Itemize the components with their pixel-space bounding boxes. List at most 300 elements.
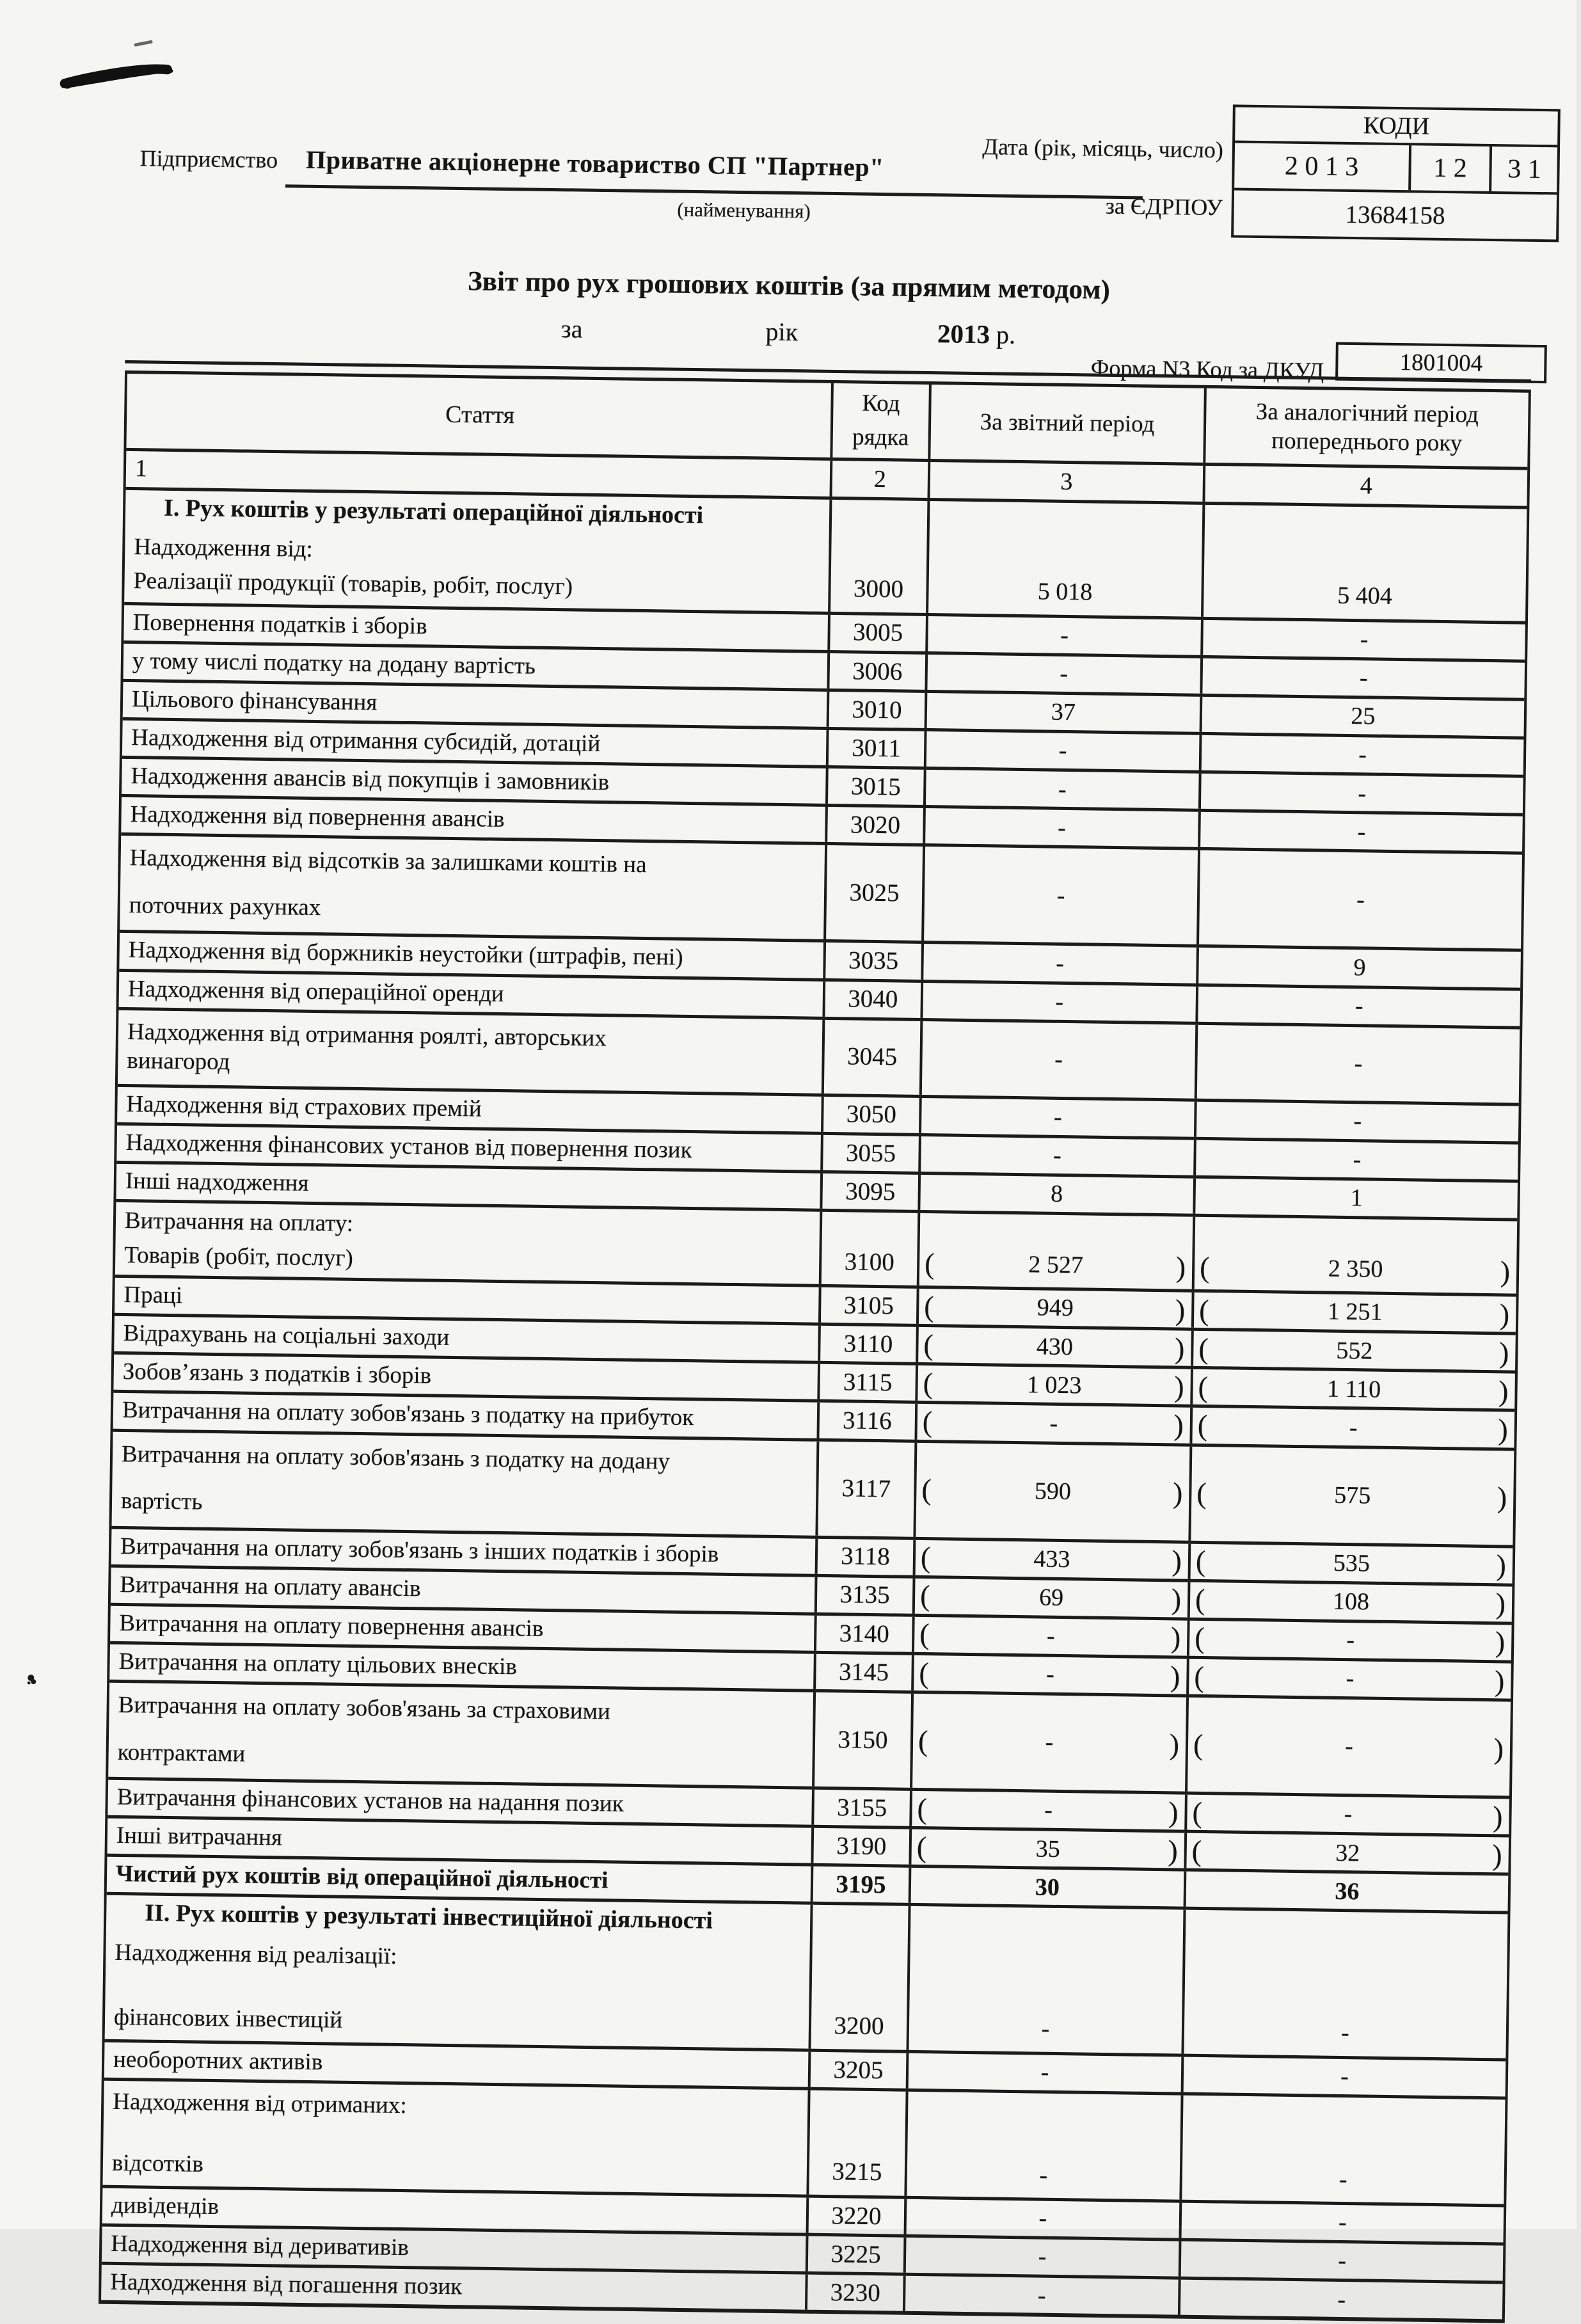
previous-period-cell	[1188, 1446, 1514, 1545]
current-period-cell	[920, 983, 1196, 1022]
code-cell	[808, 2052, 907, 2089]
row-label: Інші витрачання	[116, 1822, 283, 1851]
paren-close: )	[1171, 1582, 1182, 1616]
row-code: 3150	[838, 1726, 888, 1755]
row-label: Надходження від деривативів	[110, 2230, 409, 2261]
previous-period-value: -	[1346, 1627, 1355, 1654]
previous-period-value: 5 404	[1337, 582, 1393, 610]
previous-period-cell	[1178, 2280, 1503, 2320]
section-title: ІІ. Рух коштів у результаті інвестиційної діяльності	[144, 1900, 713, 1935]
company-label: Підприємство	[139, 145, 278, 173]
row-code: 3155	[836, 1794, 887, 1822]
current-period-cell	[926, 537, 1202, 617]
row-label: у тому числі податку на додану вартість	[132, 647, 536, 680]
row-label: Надходження від отримання роялті, авторських	[127, 1019, 607, 1052]
current-period-cell	[903, 2238, 1179, 2277]
current-period-cell	[917, 1213, 1193, 1289]
current-period-cell	[916, 1289, 1192, 1328]
row-code: 3000	[853, 575, 904, 603]
current-period-value: -	[1056, 950, 1065, 977]
code-cell	[811, 1828, 909, 1865]
paren-close: )	[1500, 1255, 1511, 1288]
paren-close: )	[1170, 1659, 1180, 1693]
current-period-cell	[921, 847, 1198, 944]
current-period-cell	[913, 1442, 1189, 1540]
paren-open: (	[920, 1541, 931, 1574]
previous-period-value: 2 350	[1328, 1255, 1383, 1283]
previous-period-value: 108	[1332, 1588, 1370, 1616]
row-label: Витрачання фінансових установ на надання позик	[116, 1784, 624, 1817]
previous-period-cell	[1191, 1293, 1516, 1332]
current-period-cell	[909, 1791, 1185, 1830]
header-previous-period: За аналогічний період попереднього року	[1203, 388, 1529, 467]
paren-open: (	[1198, 1370, 1209, 1403]
row-label: фінансових інвестицій	[113, 2003, 343, 2034]
code-cell	[827, 615, 926, 651]
paren-close: )	[1497, 1481, 1507, 1514]
row-code: 3100	[844, 1247, 895, 1276]
previous-period-value: -	[1337, 2247, 1347, 2275]
current-period-value: -	[1060, 660, 1069, 688]
current-period-value: 37	[1051, 698, 1076, 726]
code-cell	[823, 943, 921, 979]
paren-close: )	[1492, 1838, 1503, 1872]
date-day-cell: 3 1	[1507, 154, 1542, 184]
paren-open: (	[1199, 1250, 1210, 1284]
edrpou-label: за ЄДРПОУ	[1105, 193, 1223, 221]
previous-period-cell	[1188, 1582, 1513, 1621]
article-cell	[102, 2081, 807, 2195]
row-label: необоротних активів	[113, 2046, 323, 2076]
current-period-value: -	[1058, 776, 1067, 803]
row-label: Витрачання на оплату зобов'язань з інших податків і зборів	[120, 1532, 719, 1568]
paren-close: )	[1495, 1625, 1506, 1659]
previous-period-value: -	[1357, 818, 1366, 846]
paren-open: (	[1196, 1476, 1207, 1510]
current-period-value: -	[1037, 2282, 1046, 2309]
code-cell	[828, 536, 927, 613]
form-code-box: 1801004	[1335, 342, 1547, 383]
row-code: 3116	[842, 1406, 892, 1435]
current-period-value: 590	[1034, 1477, 1072, 1506]
previous-period-cell	[1198, 812, 1523, 852]
row-label: Витрачання на оплату цільових внесків	[118, 1648, 518, 1680]
paren-open: (	[924, 1247, 935, 1280]
current-period-cell	[910, 1694, 1186, 1792]
code-cell	[827, 653, 925, 690]
row-code: 3015	[850, 772, 902, 801]
current-period-cell	[908, 1906, 1184, 1946]
row-group-label: Надходження від реалізації:	[115, 1939, 397, 1970]
previous-period-value: -	[1354, 1050, 1363, 1078]
statement-row	[120, 832, 1522, 949]
current-period-cell	[916, 1327, 1191, 1366]
current-period-cell	[915, 1365, 1191, 1405]
current-period-cell	[904, 2092, 1180, 2200]
row-label: Надходження від отримання субсидій, дотацій	[131, 724, 601, 758]
row-code: 3205	[833, 2055, 884, 2084]
article-cell	[124, 527, 829, 612]
paren-open: (	[1194, 1660, 1205, 1693]
row-code: 3035	[848, 946, 899, 975]
previous-period-cell	[1200, 697, 1525, 736]
current-period-cell	[903, 2276, 1179, 2315]
code-cell	[815, 1538, 914, 1575]
article-cell	[108, 1683, 813, 1787]
row-label: Надходження від відсотків за залишками коштів на	[129, 845, 647, 879]
current-period-value: 5 018	[1037, 578, 1093, 606]
code-cell	[806, 2090, 905, 2196]
current-period-value: -	[1044, 1797, 1053, 1824]
code-cell	[825, 807, 923, 843]
previous-period-value: -	[1359, 664, 1368, 692]
paren-close: )	[1168, 1834, 1179, 1867]
code-cell	[811, 1866, 909, 1903]
row-label: Надходження фінансових установ від повернення позик	[125, 1129, 692, 1163]
paren-open: (	[1193, 1728, 1204, 1761]
current-period-cell	[923, 770, 1199, 809]
current-period-value: -	[1041, 2016, 1050, 2043]
current-period-cell	[919, 1021, 1196, 1099]
code-cell	[814, 1616, 912, 1652]
paren-close: )	[1175, 1250, 1186, 1284]
previous-period-cell	[1196, 948, 1521, 987]
row-label: Надходження авансів від покупців і замовників	[131, 763, 610, 796]
paren-open: (	[1198, 1332, 1209, 1365]
previous-period-value: 1	[1350, 1184, 1363, 1212]
date-label: Дата (рік, місяць, число)	[982, 134, 1224, 163]
previous-period-cell	[1190, 1369, 1515, 1409]
previous-period-value: 552	[1336, 1337, 1373, 1365]
current-period-cell	[911, 1655, 1187, 1694]
row-code: 3110	[843, 1330, 893, 1358]
paren-open: (	[916, 1830, 927, 1863]
paren-close: )	[1498, 1374, 1509, 1408]
previous-period-value: -	[1340, 2063, 1349, 2090]
paren-close: )	[1498, 1336, 1509, 1369]
header-code	[830, 383, 929, 459]
paren-open: (	[923, 1366, 934, 1400]
previous-period-value: -	[1338, 2209, 1347, 2236]
company-name-note: (найменування)	[677, 198, 811, 223]
previous-period-cell	[1198, 774, 1523, 813]
subtitle-za: за	[560, 314, 583, 344]
paren-close: )	[1496, 1548, 1507, 1582]
current-period-cell	[912, 1617, 1188, 1656]
previous-period-value: -	[1358, 779, 1367, 807]
previous-period-value: 9	[1353, 953, 1366, 982]
row-code: 3145	[838, 1658, 889, 1687]
previous-period-cell	[1179, 2241, 1504, 2281]
current-period-value: 8	[1050, 1181, 1063, 1208]
previous-period-cell	[1179, 2203, 1504, 2243]
paren-close: )	[1494, 1664, 1505, 1697]
paren-open: (	[918, 1724, 928, 1757]
article-cell	[115, 1202, 820, 1284]
current-period-cell	[909, 1868, 1184, 1907]
row-label: Праці	[123, 1282, 183, 1309]
previous-period-value: -	[1339, 2165, 1347, 2193]
row-code: 3215	[832, 2158, 882, 2186]
previous-period-cell	[1184, 1872, 1509, 1911]
code-cell	[815, 1441, 914, 1536]
row-label: Надходження від повернення авансів	[130, 801, 505, 833]
previous-period-value: 575	[1334, 1481, 1371, 1509]
previous-period-value: 1 251	[1327, 1298, 1383, 1326]
previous-period-value: -	[1355, 992, 1363, 1020]
code-cell	[822, 1020, 921, 1095]
row-code: 3025	[849, 879, 900, 907]
code-cell	[829, 500, 928, 537]
article-cell	[118, 1010, 822, 1094]
paren-open: (	[1198, 1293, 1209, 1326]
date-month-cell: 1 2	[1411, 145, 1492, 191]
current-period-value: 430	[1036, 1333, 1074, 1360]
paren-open: (	[922, 1405, 933, 1438]
current-period-cell	[925, 693, 1200, 732]
row-label: Повернення податків і зборів	[132, 609, 427, 640]
paren-close: )	[1498, 1413, 1509, 1446]
current-period-value: -	[1049, 1410, 1058, 1437]
row-code: 3040	[848, 985, 898, 1014]
previous-period-cell	[1200, 658, 1525, 698]
paren-open: (	[921, 1473, 932, 1506]
paren-open: (	[919, 1656, 930, 1689]
previous-period-cell	[1189, 1408, 1514, 1447]
row-label: Відрахувань на соціальні заходи	[123, 1320, 450, 1351]
col-number-1: 1	[134, 455, 148, 482]
header-current-period: За звітний період	[928, 385, 1204, 463]
previous-period-cell	[1195, 1024, 1520, 1102]
cash-flow-table	[99, 370, 1531, 2323]
paren-close: )	[1172, 1476, 1183, 1509]
previous-period-value: -	[1346, 1665, 1355, 1692]
paren-open: (	[1191, 1834, 1202, 1867]
current-period-value: -	[1054, 1046, 1063, 1073]
previous-period-value: 32	[1335, 1839, 1360, 1866]
previous-period-value: -	[1340, 2019, 1350, 2047]
previous-period-value: -	[1349, 1413, 1358, 1442]
previous-period-value: -	[1337, 2286, 1346, 2313]
current-period-value: -	[1055, 988, 1064, 1015]
code-cell	[817, 1364, 916, 1401]
code-cell	[814, 1577, 913, 1613]
previous-period-value: 1 110	[1326, 1375, 1381, 1403]
code-cell	[818, 1287, 917, 1324]
current-period-cell	[927, 501, 1203, 541]
paren-close: )	[1169, 1727, 1180, 1761]
previous-period-cell	[1179, 2096, 1505, 2204]
current-period-value: 433	[1033, 1545, 1070, 1573]
code-cell	[821, 1097, 919, 1133]
row-label: Реалізації продукції (товарів, робіт, послуг)	[133, 567, 573, 600]
row-label-line2: контрактами	[117, 1739, 246, 1767]
row-code: 3225	[830, 2240, 881, 2269]
previous-period-value: 535	[1333, 1549, 1370, 1577]
paren-open: (	[923, 1328, 934, 1361]
header-article: Стаття	[445, 401, 515, 429]
code-cell	[811, 1790, 910, 1826]
previous-period-value: -	[1353, 1146, 1362, 1174]
current-period-cell	[904, 2199, 1180, 2238]
code-cell	[816, 1403, 915, 1439]
current-period-value: -	[1060, 621, 1069, 649]
code-cell	[806, 2236, 904, 2273]
subtitle-r: р.	[996, 320, 1016, 349]
paren-close: )	[1168, 1795, 1179, 1829]
paren-open: (	[923, 1289, 934, 1323]
article-cell	[101, 2265, 806, 2310]
paren-close: )	[1173, 1370, 1184, 1403]
previous-period-cell	[1199, 735, 1524, 775]
current-period-value: -	[1045, 1661, 1055, 1689]
previous-period-cell	[1192, 1217, 1517, 1294]
current-period-cell	[914, 1404, 1190, 1443]
company-name: Приватне акціонерне товариство СП "Партнер"	[305, 145, 885, 182]
current-period-value: -	[1038, 2204, 1047, 2232]
row-code: 3020	[850, 811, 901, 840]
statement-row	[108, 1680, 1511, 1796]
article-cell	[105, 1932, 810, 2049]
paren-open: (	[1195, 1544, 1206, 1578]
row-code: 3055	[845, 1138, 896, 1168]
current-period-cell	[909, 1829, 1184, 1868]
row-code: 3200	[834, 2012, 884, 2041]
row-label: Надходження від боржників неустойки (штрафів, пені)	[128, 937, 683, 971]
report-title: Звіт про рух грошових коштів (за прямим методом)	[467, 266, 1111, 305]
current-period-value: 2 527	[1028, 1250, 1084, 1279]
code-cell	[808, 1941, 907, 2050]
previous-period-value: -	[1356, 886, 1365, 914]
col-number-4: 4	[1202, 466, 1527, 506]
previous-period-cell	[1184, 1833, 1509, 1873]
paren-close: )	[1495, 1587, 1506, 1620]
code-cell	[806, 2198, 905, 2234]
row-code: 3115	[843, 1368, 893, 1397]
row-code: 3105	[843, 1291, 894, 1320]
paren-close: )	[1172, 1544, 1182, 1577]
row-code: 3230	[830, 2279, 881, 2307]
current-period-value: -	[1038, 2243, 1047, 2271]
current-period-cell	[913, 1540, 1189, 1579]
row-code: 3117	[841, 1474, 891, 1503]
paren-close: )	[1173, 1408, 1184, 1442]
row-label: Надходження від страхових премій	[126, 1090, 482, 1122]
row-label: Витрачання на оплату зобов'язань з податку на прибуток	[122, 1397, 694, 1431]
row-code: 3045	[846, 1042, 898, 1071]
row-label: Цільового фінансування	[131, 686, 377, 716]
statement-row	[102, 2078, 1505, 2204]
paren-open: (	[1197, 1408, 1208, 1442]
previous-period-cell	[1187, 1621, 1512, 1660]
previous-period-cell	[1193, 1179, 1518, 1218]
date-year-cell: 2 0 1 3	[1234, 143, 1411, 190]
row-label: Витрачання на оплату авансів	[119, 1571, 421, 1602]
previous-period-value: -	[1344, 1801, 1353, 1828]
previous-period-cell	[1191, 1331, 1516, 1371]
previous-period-cell	[1185, 1698, 1511, 1796]
current-period-value: -	[1058, 737, 1067, 765]
row-label: Витрачання на оплату зобов'язань за страховими	[118, 1692, 611, 1725]
section-title: І. Рух коштів у результаті операційної діяльності	[163, 495, 704, 529]
previous-period-value: 25	[1351, 703, 1376, 730]
current-period-cell	[912, 1579, 1188, 1618]
paren-open: (	[1195, 1583, 1205, 1616]
previous-period-cell	[1183, 1910, 1508, 1950]
code-cell	[827, 692, 925, 728]
edrpou-value-cell: 13684158	[1234, 187, 1557, 239]
statement-row	[105, 1932, 1507, 2058]
row-label: Чистий рух коштів від операційної діяльності	[115, 1861, 608, 1894]
code-cell	[825, 768, 924, 805]
row-group-label: Витрачання на оплату:	[124, 1207, 354, 1238]
paren-close: )	[1175, 1293, 1186, 1326]
current-period-value: -	[1039, 2161, 1048, 2189]
current-period-cell	[924, 731, 1200, 770]
subtitle-rik: рік	[765, 317, 798, 347]
current-period-value: 949	[1037, 1294, 1074, 1322]
paren-open: (	[919, 1579, 930, 1612]
row-label: Надходження від операційної оренди	[127, 975, 504, 1007]
code-cell	[812, 1692, 911, 1788]
paren-open: (	[1192, 1795, 1203, 1829]
subtitle-year-wrap	[937, 319, 1016, 349]
row-code: 3140	[839, 1619, 890, 1648]
code-cell	[820, 1135, 919, 1172]
current-period-value: 35	[1035, 1835, 1061, 1863]
row-code: 3005	[852, 618, 903, 647]
current-period-cell	[918, 1136, 1194, 1175]
row-label: Надходження від погашення позик	[110, 2269, 463, 2300]
current-period-value: 30	[1035, 1874, 1060, 1901]
previous-period-cell	[1196, 850, 1522, 949]
row-label-line2: поточних рахунках	[129, 892, 321, 921]
previous-period-cell	[1193, 1140, 1518, 1180]
current-period-cell	[906, 1943, 1182, 2054]
codes-box-title: КОДИ	[1363, 112, 1430, 140]
current-period-cell	[918, 1175, 1193, 1214]
code-cell	[818, 1326, 916, 1362]
current-period-cell	[925, 655, 1200, 694]
paren-open: (	[1194, 1621, 1205, 1655]
code-cell	[819, 1212, 918, 1285]
row-label: відсотків	[111, 2149, 204, 2177]
row-group-label: Надходження від отриманих:	[112, 2088, 407, 2119]
current-period-cell	[919, 1098, 1195, 1137]
previous-period-cell	[1202, 505, 1527, 545]
current-period-value: -	[1053, 1103, 1062, 1131]
previous-period-cell	[1181, 2057, 1506, 2096]
codes-date-row	[1234, 140, 1557, 192]
paren-close: )	[1492, 1799, 1503, 1833]
row-label: Товарів (робіт, послуг)	[124, 1241, 354, 1271]
previous-period-value: -	[1353, 1108, 1362, 1135]
row-code: 3095	[845, 1177, 896, 1206]
row-label: дивідендів	[111, 2192, 219, 2220]
previous-period-cell	[1200, 620, 1525, 660]
article-cell	[120, 836, 825, 939]
row-group-label: Надходження від:	[134, 533, 314, 562]
row-code: 3006	[852, 657, 903, 686]
current-period-value: -	[1057, 814, 1067, 841]
current-period-value: -	[1046, 1622, 1055, 1650]
paren-close: )	[1174, 1332, 1185, 1365]
paren-close: )	[1493, 1731, 1504, 1765]
col-number-3: 3	[928, 462, 1204, 502]
current-period-value: -	[1040, 2058, 1049, 2086]
current-period-value: -	[1056, 882, 1065, 909]
row-label: Інші надходження	[125, 1167, 309, 1197]
